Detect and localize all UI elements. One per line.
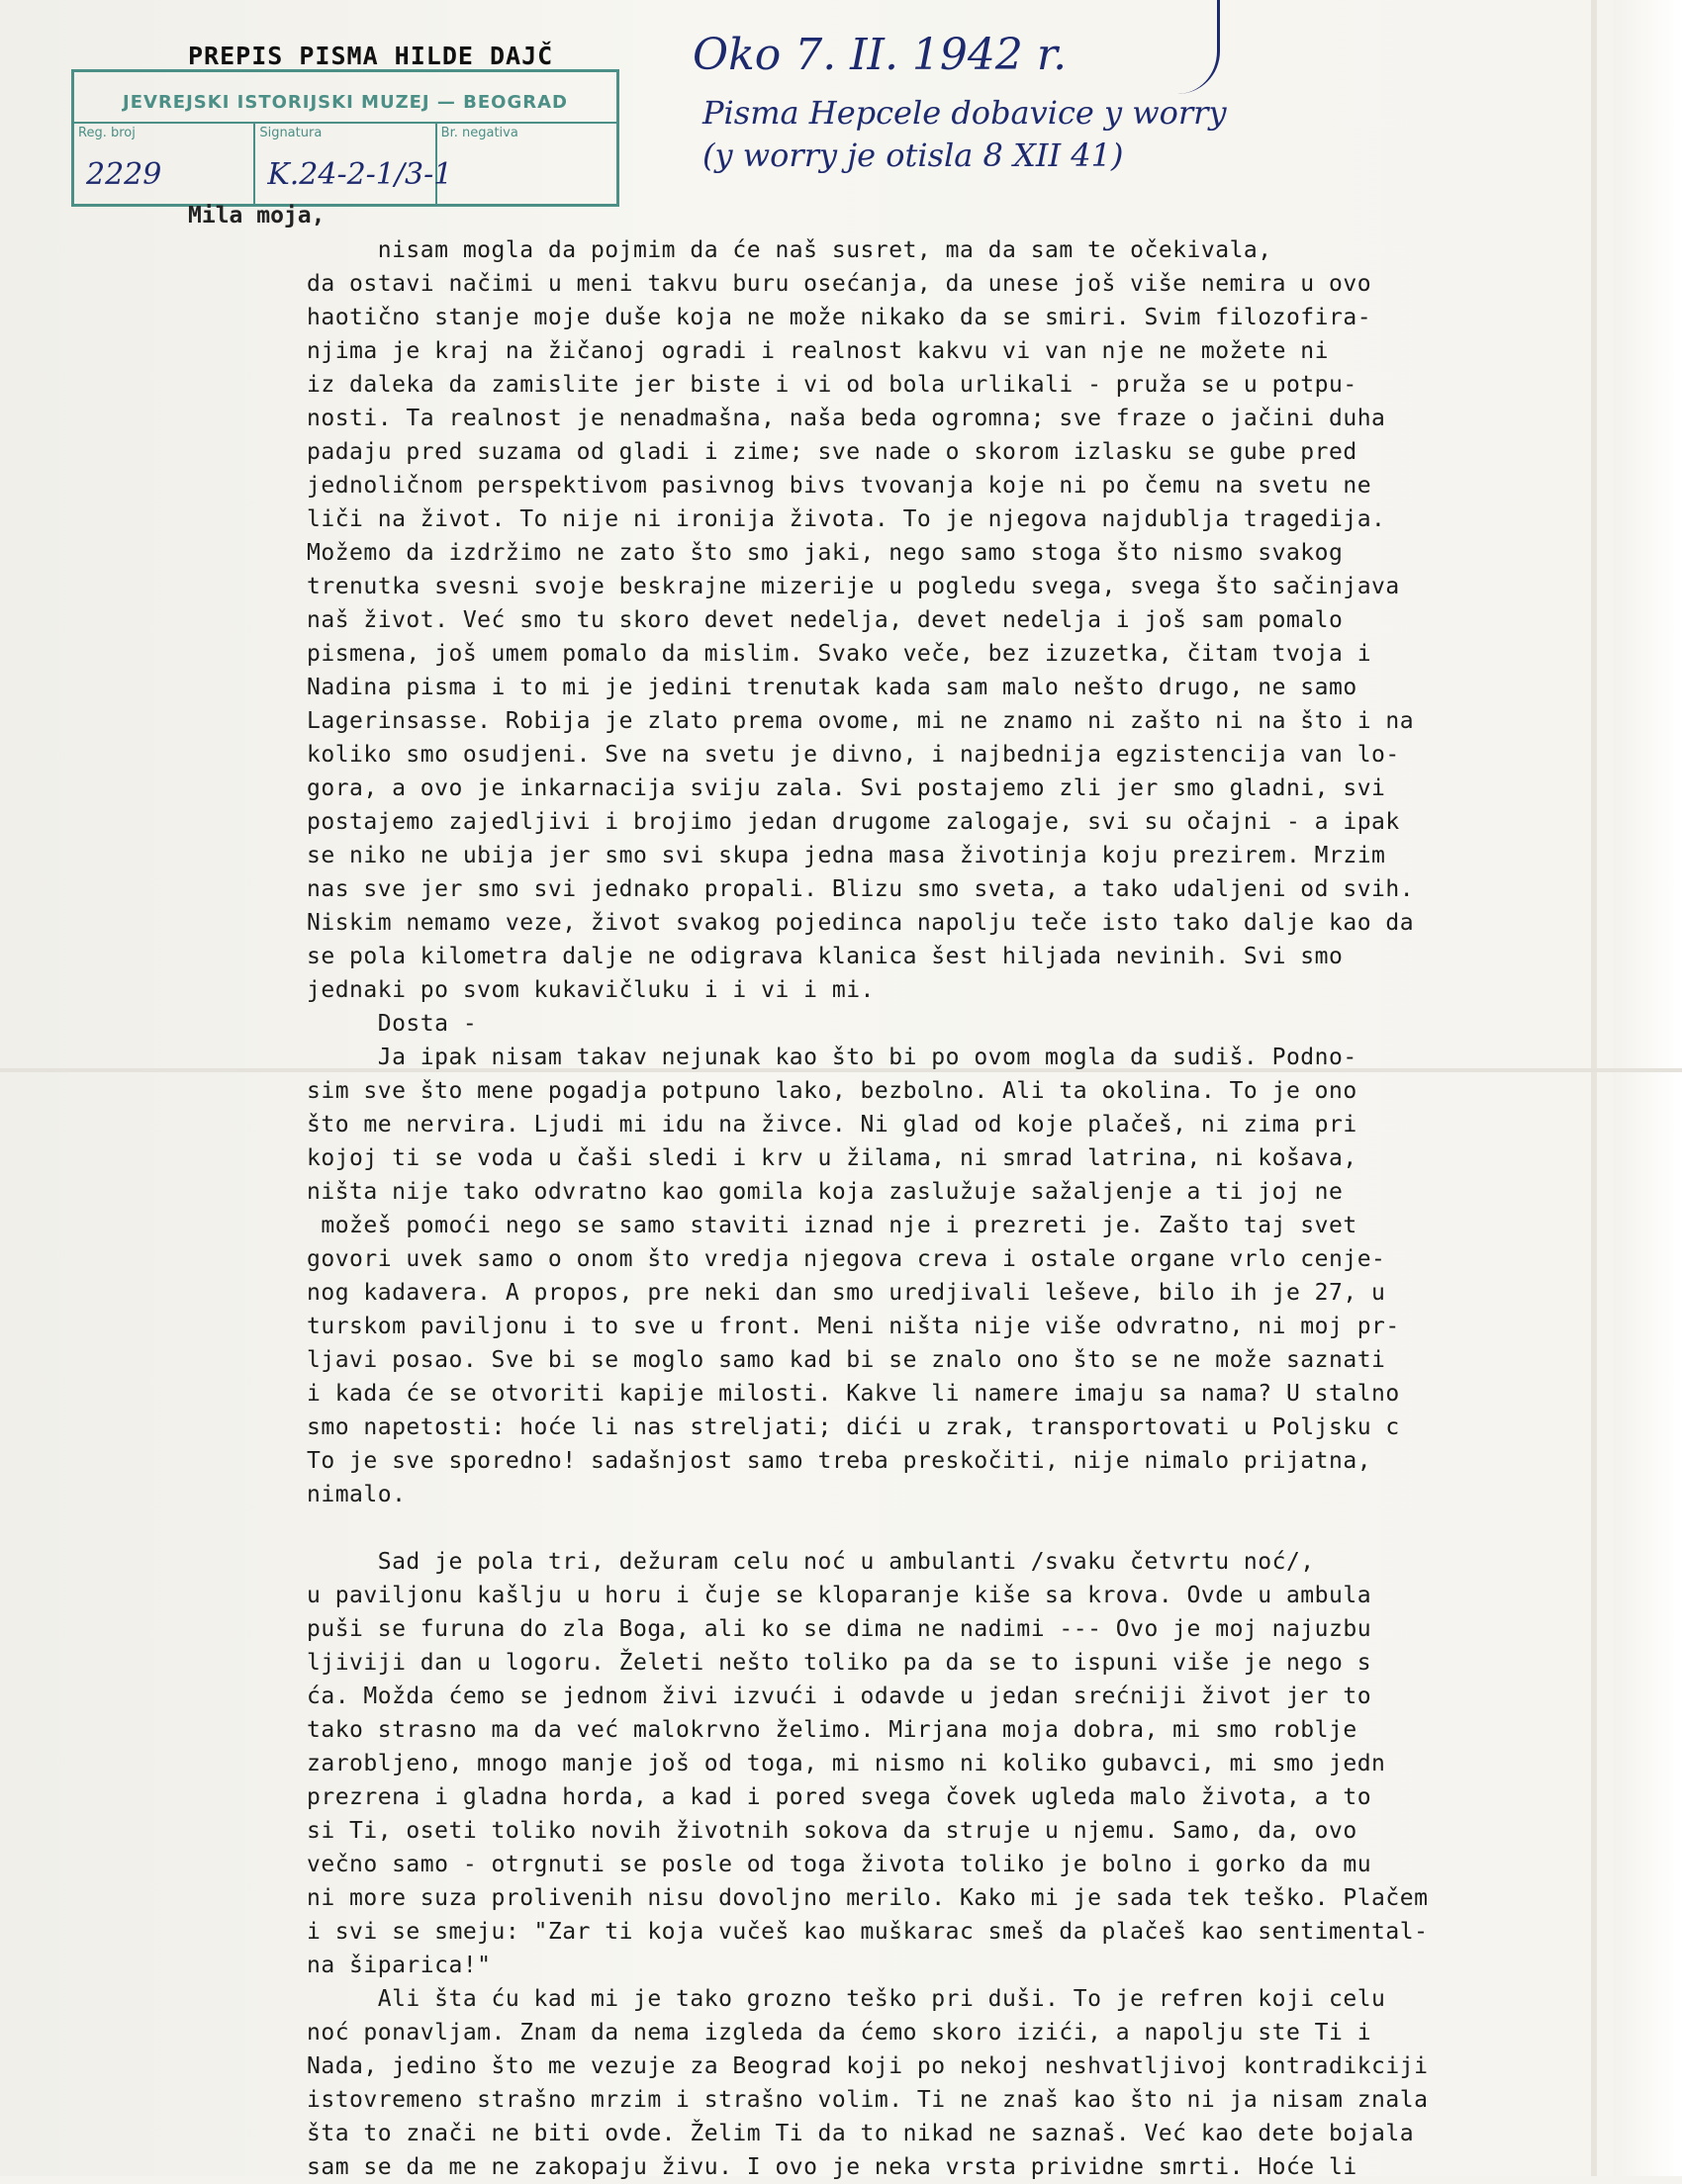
stamp-header: JEVREJSKI ISTORIJSKI MUZEJ — BEOGRAD xyxy=(123,92,568,113)
stamp-cell-label: Signatura xyxy=(259,126,323,140)
letter-line: na šiparica!" xyxy=(307,1953,492,1978)
letter-line: ljiviji dan u logoru. Želeti nešto toliko pa da se to ispuni više je nego s xyxy=(307,1650,1372,1676)
museum-stamp xyxy=(71,69,619,207)
letter-line: njima je kraj na žičanoj ogradi i realnost kakvu vi van nje ne možete ni xyxy=(307,338,1329,364)
letter-line: iz daleka da zamislite jer biste i vi od bola urlikali - pruža se u potpu- xyxy=(307,372,1357,398)
letter-line xyxy=(307,1511,1613,1545)
letter-line: zarobljeno, mnogo manje još od toga, mi nismo ni koliko gubavci, mi smo jedn xyxy=(307,1751,1386,1776)
letter-line: si Ti, oseti toliko novih životnih sokova da struje u njemu. Samo, da, ovo xyxy=(307,1818,1357,1844)
stamp-cell-value: 2229 xyxy=(86,157,162,192)
salutation: Mila moja, xyxy=(188,203,326,228)
stamp-cell-negative xyxy=(437,124,616,206)
letter-line: trenutka svesni svoje beskrajne mizerije u pogledu svega, svega što sačinjava xyxy=(307,574,1400,599)
stamp-cell-label: Reg. broj xyxy=(78,126,136,140)
stamp-cell-value: K.24-2-1/3-1 xyxy=(267,157,453,192)
letter-line: nog kadavera. A propos, pre neki dan smo uredjivali leševe, bilo ih je 27, u xyxy=(307,1280,1386,1306)
letter-line: Niskim nemamo veze, život svakog pojedinca napolju teče isto tako dalje kao da xyxy=(307,910,1415,936)
handwritten-bracket xyxy=(1177,0,1220,94)
letter-line: govori uvek samo o onom što vredja njegova creva i ostale organe vrlo cenje- xyxy=(307,1246,1386,1272)
letter-line: gora, a ovo je inkarnacija sviju zala. Svi postajemo zli jer smo gladni, svi xyxy=(307,775,1386,801)
stamp-cells xyxy=(74,122,616,206)
letter-line: puši se furuna do zla Boga, ali ko se dima ne nadimi --- Ovo je moj najuzbu xyxy=(307,1616,1372,1642)
letter-line: i svi se smeju: "Zar ti koja vučeš kao muškarac smeš da plačeš kao sentimental- xyxy=(307,1919,1429,1945)
letter-line: nas sve jer smo svi jednako propali. Blizu smo sveta, a tako udaljeni od svih. xyxy=(307,876,1415,902)
letter-line: haotično stanje moje duše koja ne može nikako da se smiri. Svim filozofira- xyxy=(307,305,1372,330)
letter-line: i kada će se otvoriti kapije milosti. Kakve li namere imaju sa nama? U stalno xyxy=(307,1381,1400,1407)
letter-line: Ali šta ću kad mi je tako grozno teško pri duši. To je refren koji celu xyxy=(307,1986,1386,2012)
handwritten-date: Oko 7. II. 1942 r. xyxy=(693,30,1068,80)
letter-line: istovremeno strašno mrzim i strašno volim. Ti ne znaš kao što ni ja nisam znala xyxy=(307,2087,1429,2113)
letter-line: Nada, jedino što me vezuje za Beograd koji po nekoj neshvatljivoj kontradikciji xyxy=(307,2053,1429,2079)
letter-line: nisam mogla da pojmim da će naš susret, ma da sam te očekivala, xyxy=(307,237,1272,263)
letter-line: postajemo zajedljivi i brojimo jedan drugome zalogaje, svi su očajni - a ipak xyxy=(307,809,1400,835)
letter-line xyxy=(307,200,1613,233)
letter-line: večno samo - otrgnuti se posle od toga života toliko je bolno i gorko da mu xyxy=(307,1852,1372,1877)
letter-line: Sad je pola tri, dežuram celu noć u ambulanti /svaku četvrtu noć/, xyxy=(307,1549,1315,1575)
letter-line: ća. Možda ćemo se jednom živi izvući i odavde u jedan srećniji život jer to xyxy=(307,1684,1372,1709)
stamp-cell-reg xyxy=(74,124,255,206)
letter-line: tako strasno ma da već malokrvno želimo. Mirjana moja dobra, mi smo roblje xyxy=(307,1717,1357,1743)
letter-line: Lagerinsasse. Robija je zlato prema ovome, mi ne znamo ni zašto ni na što i na xyxy=(307,708,1415,734)
letter-line: To je sve sporedno! sadašnjost samo treba preskočiti, nije nimalo prijatna, xyxy=(307,1448,1372,1474)
letter-line: noć ponavljam. Znam da nema izgleda da ćemo skoro izići, a napolju ste Ti i xyxy=(307,2020,1372,2046)
letter-line: što me nervira. Ljudi mi idu na živce. Ni glad od koje plačeš, ni zima pri xyxy=(307,1112,1357,1138)
stamp-cell-label: Br. negativa xyxy=(440,126,518,140)
letter-line: naš život. Već smo tu skoro devet nedelja, devet nedelja i još sam pomalo xyxy=(307,607,1344,633)
letter-body xyxy=(307,200,1613,2184)
letter-line: nimalo. xyxy=(307,1482,407,1507)
letter-line: u paviljonu kašlju u horu i čuje se kloparanje kiše sa krova. Ovde u ambula xyxy=(307,1583,1372,1608)
letter-line: se pola kilometra dalje ne odigrava klanica šest hiljada nevinih. Svi smo xyxy=(307,944,1344,969)
letter-line: nosti. Ta realnost je nenadmašna, naša beda ogromna; sve fraze o jačini duha xyxy=(307,406,1386,431)
letter-line: turskom paviljonu i to sve u front. Meni ništa nije više odvratno, ni moj pr- xyxy=(307,1314,1400,1339)
letter-line: kojoj ti se voda u čaši sledi i krv u žilama, ni smrad latrina, ni košava, xyxy=(307,1145,1357,1171)
letter-line: da ostavi načimi u meni takvu buru osećanja, da unese još više nemira u ovo xyxy=(307,271,1372,297)
letter-line: pismena, još umem pomalo da mislim. Svako veče, bez izuzetka, čitam tvoja i xyxy=(307,641,1372,667)
letter-line: padaju pred suzama od gladi i zime; sve nade o skorom izlasku se gube pred xyxy=(307,439,1357,465)
letter-line: Dosta - xyxy=(307,1011,478,1037)
letter-line: prezrena i gladna horda, a kad i pored svega čovek ugleda malo života, a to xyxy=(307,1784,1372,1810)
letter-line: jednaki po svom kukavičluku i i vi i mi. xyxy=(307,977,875,1003)
letter-line: šta to znači ne biti ovde. Želim Ti da to nikad ne saznaš. Već kao dete bojala xyxy=(307,2121,1415,2146)
document-title: PREPIS PISMA HILDE DAJČ xyxy=(188,42,554,70)
letter-line: smo napetosti: hoće li nas streljati; dići u zrak, transportovati u Poljsku c xyxy=(307,1414,1400,1440)
letter-line: Ja ipak nisam takav nejunak kao što bi po ovom mogla da sudiš. Podno- xyxy=(307,1045,1357,1070)
handwritten-note-line1: Pisma Hepcele dobavice y worry xyxy=(702,94,1227,132)
stamp-cell-signature xyxy=(255,124,453,206)
handwritten-note-line2: (y worry je otisla 8 XII 41) xyxy=(702,136,1124,174)
letter-line: koliko smo osudjeni. Sve na svetu je divno, i najbednija egzistencija van lo- xyxy=(307,742,1400,768)
letter-line: se niko ne ubija jer smo svi skupa jedna masa životinja koju prezirem. Mrzim xyxy=(307,843,1386,868)
letter-line: jednoličnom perspektivom pasivnog bivs tvovanja koje ni po čemu na svetu ne xyxy=(307,473,1372,499)
letter-line: ništa nije tako odvratno kao gomila koja zaslužuje sažaljenje a ti joj ne xyxy=(307,1179,1344,1205)
letter-line: Nadina pisma i to mi je jedini trenutak kada sam malo nešto drugo, ne samo xyxy=(307,675,1357,700)
letter-line: ni more suza prolivenih nisu dovoljno merilo. Kako mi je sada tek teško. Plačem xyxy=(307,1885,1429,1911)
paper-edge xyxy=(1613,0,1682,2176)
letter-line: liči na život. To nije ni ironija života. To je njegova najdublja tragedija. xyxy=(307,506,1386,532)
letter-line: ljavi posao. Sve bi se moglo samo kad bi se znalo ono što se ne može saznati xyxy=(307,1347,1386,1373)
letter-line: sim sve što mene pogadja potpuno lako, bezbolno. Ali ta okolina. To je ono xyxy=(307,1078,1357,1104)
letter-line: možeš pomoći nego se samo staviti iznad nje i prezreti je. Zašto taj svet xyxy=(307,1213,1357,1238)
letter-line: Možemo da izdržimo ne zato što smo jaki, nego samo stoga što nismo svakog xyxy=(307,540,1344,566)
letter-line: sam se da me ne zakopaju živu. I ovo je neka vrsta prividne smrti. Hoće li xyxy=(307,2154,1357,2180)
